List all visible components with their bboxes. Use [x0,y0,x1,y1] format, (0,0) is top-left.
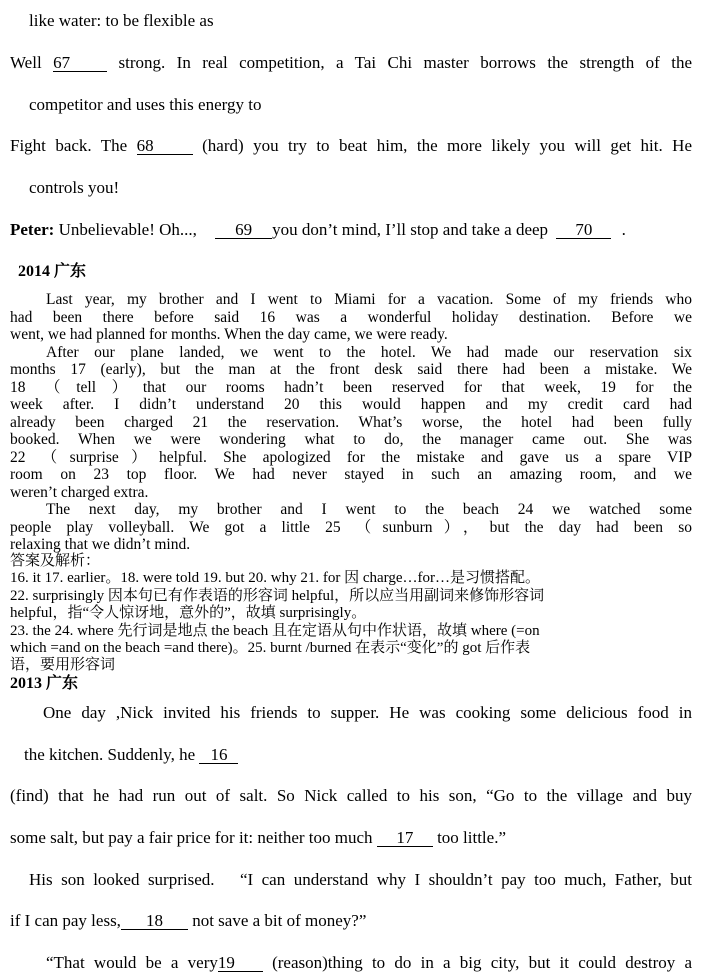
section-heading-2014: 2014 广东 [18,263,87,280]
passage-line: room on 23 top floor. We had never stayed in such an amazing room, and we [10,466,692,483]
text-line [10,53,692,73]
text: controls you! [29,178,120,197]
text-line [10,220,692,240]
text-line [24,745,692,765]
blank-67[interactable]: 67 [53,54,107,72]
blank-69[interactable]: 69 [215,221,272,239]
text: the kitchen. Suddenly, he [24,745,200,764]
answer-line: 22. surprisingly 因本句已有作表语的形容词 helpful，所以应当用副词来修饰形容词 [10,588,545,604]
passage-line: Last year, my brother and I went to Miami for a vacation. Some of my friends who [46,291,692,308]
passage-line: After our plane landed, we went to the hotel. We had made our reservation six [46,344,692,361]
passage-line: relaxing that we didn’t mind. [10,536,191,553]
text: if I can pay less, [10,911,121,930]
passage-line: 22 （surprise）helpful. She apologized for the mistake and gave us a spare VIP [10,449,692,466]
speaker-label: Peter: [10,220,55,239]
blank-18[interactable]: 18 [121,912,188,930]
answer-line: helpful，指“令人惊讶地，意外的”，故填 surprisingly。 [10,605,367,621]
passage-line: went, we had planned for months. When the day came, we were ready. [10,326,448,343]
blank-70[interactable]: 70 [556,221,611,239]
blank-17[interactable]: 17 [377,829,433,847]
text: Well [10,53,54,72]
blank-68[interactable]: 68 [137,137,193,155]
blank-19[interactable]: 19 [218,954,263,972]
text: strong. In real competition, a Tai Chi master borrows the strength of the [118,53,693,72]
text-line [10,911,692,931]
text-line: His son looked surprised. “I can understand why I shouldn’t pay too much, Father, but [29,870,692,889]
answer-line: 16. it 17. earlier。18. were told 19. but 20. why 21. for 因 charge…for…是习惯搭配。 [10,570,541,586]
answer-line: 语，要用形容词 [10,657,116,673]
text: Unbelievable! Oh..., [54,220,197,239]
text-line [29,178,692,198]
answer-line: 23. the 24. where 先行词是地点 the beach 且在定语从句中作状语，故填 where (=on [10,623,540,639]
text-line [46,953,692,973]
text: (reason)thing to do in a big city, but it could destroy a [272,953,692,972]
text-line [10,828,692,848]
text: like water: to be flexible as [29,11,214,30]
text-line [29,95,692,115]
passage-line: months 17 (early), but the man at the front desk said there had been a mistake. We [10,361,692,378]
section-heading-2013: 2013 广东 [10,675,79,692]
text-line [29,11,692,31]
blank-16[interactable]: 16 [199,746,238,764]
text: you don’t mind, I’ll stop and take a deep [272,220,549,239]
passage-line: had been there before said 16 was a wonderful holiday destination. Before we [10,309,692,326]
text: . [621,220,626,239]
text: Fight back. The [10,136,137,155]
text: “That would be a very [46,953,218,972]
passage-line: week after. I didn’t understand 20 this would happen and my credit card had [10,396,692,413]
passage-line: The next day, my brother and I went to the beach 24 we watched some [46,501,692,518]
text-line: One day ,Nick invited his friends to supper. He was cooking some delicious food in [43,703,692,722]
answer-line: which =and on the beach =and there)。25. burnt /burned 在表示“变化”的 got 后作表 [10,640,531,656]
text-line [10,136,692,156]
text: (hard) you try to beat him, the more likely you will get hit. He [202,136,693,155]
passage-line: people play volleyball. We got a little 25 （sunburn），but the day had been so [10,519,692,536]
text-line: (find) that he had run out of salt. So Nick called to his son, “Go to the village and buy [10,786,692,805]
passage-line: booked. When we were wondering what to do, the manager came out. She was [10,431,692,448]
text: too little.” [432,828,506,847]
text: competitor and uses this energy to [29,95,262,114]
text: not save a bit of money?” [187,911,367,930]
passage-line: already been charged 21 the reservation. What’s worse, the hotel had been fully [10,414,692,431]
passage-line: weren’t charged extra. [10,484,149,501]
text: some salt, but pay a fair price for it: neither too much [10,828,377,847]
answers-heading: 答案及解析： [10,553,101,569]
passage-line: 18 （tell）that our rooms hadn’t been reserved for that week, 19 for the [10,379,692,396]
